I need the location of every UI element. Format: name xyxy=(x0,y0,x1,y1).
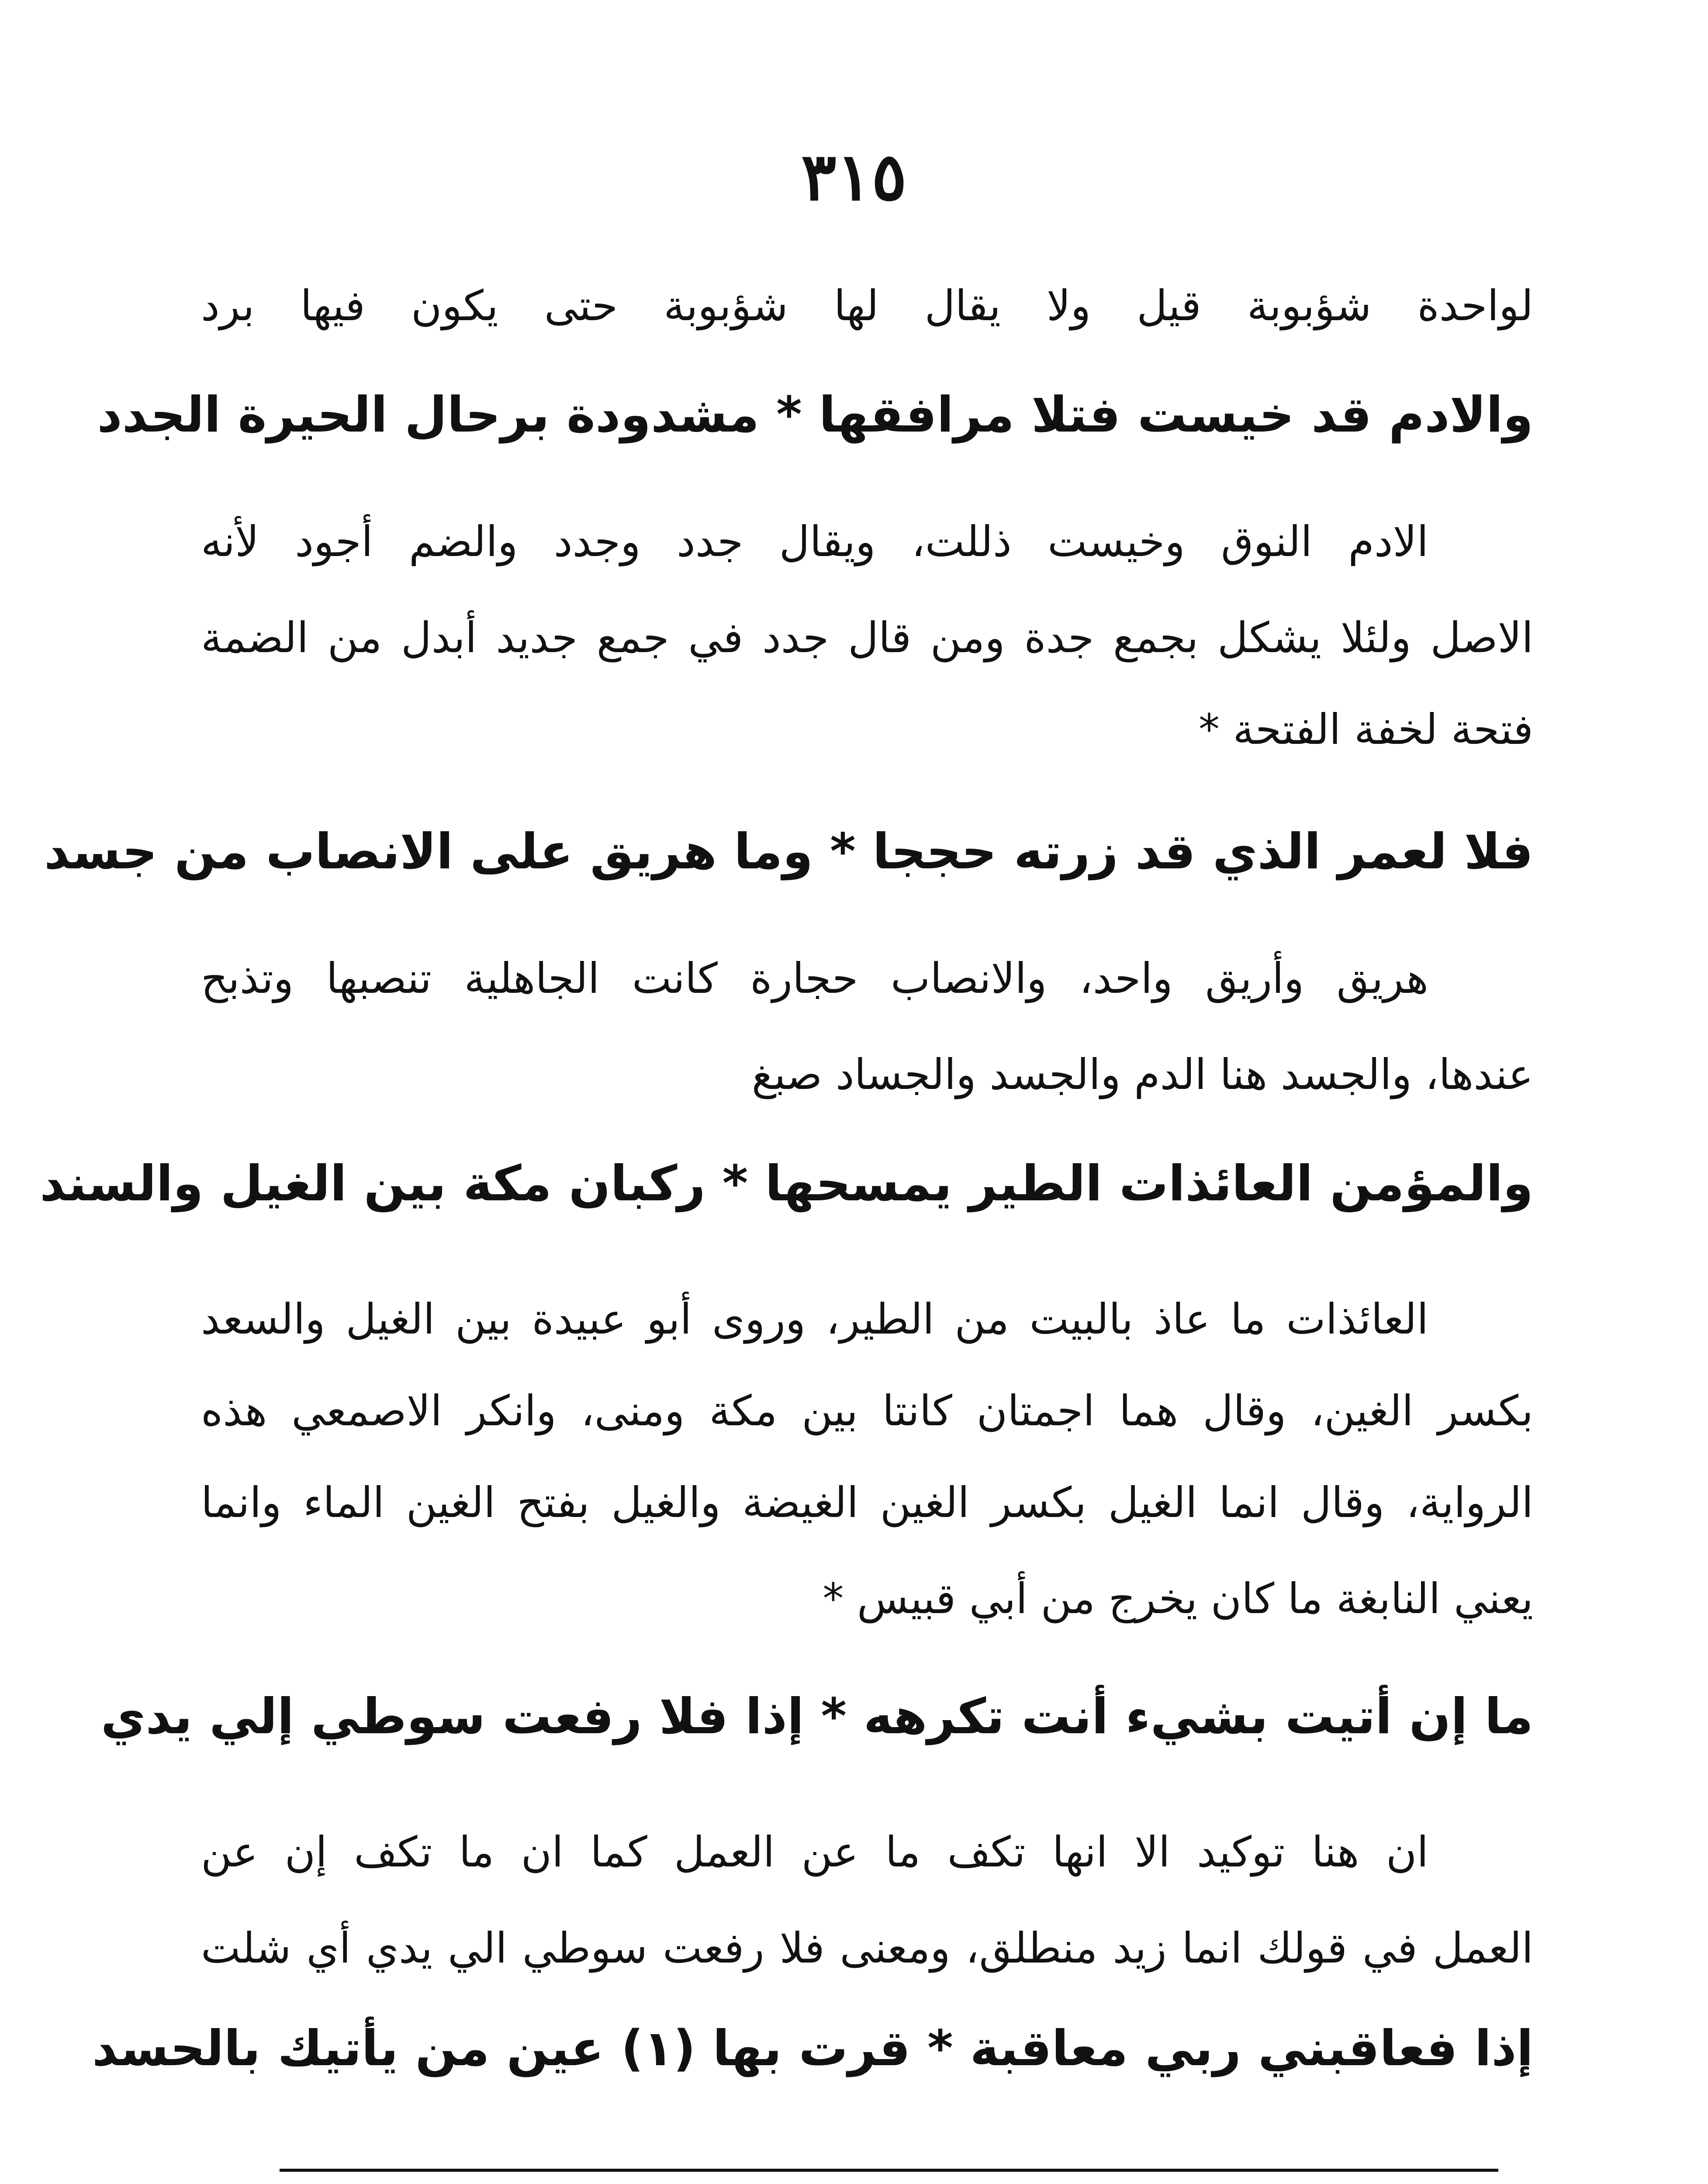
text-line: العمل في قولك انما زيد منطلق، ومعنى فلا رفعت سوطي الي يدي أي شلت xyxy=(201,1924,1533,1973)
text-line: يعني النابغة ما كان يخرج من أبي قبيس * xyxy=(823,1574,1533,1623)
text-line: هريق وأريق واحد، والانصاب حجارة كانت الجاهلية تنصبها وتذبح xyxy=(201,954,1428,1003)
text-line: العائذات ما عاذ بالبيت من الطير، وروى أبو عبيدة بين الغيل والسعد xyxy=(201,1295,1428,1344)
verse-line: فلا لعمر الذي قد زرته حججا * وما هريق على الانصاب من جسد xyxy=(44,823,1533,880)
text-line: ان هنا توكيد الا انها تكف ما عن العمل كما ان ما تكف إن عن xyxy=(201,1828,1428,1876)
text-line: فتحة لخفة الفتحة * xyxy=(1199,705,1533,754)
text-line: عندها، والجسد هنا الدم والجسد والجساد صبغ xyxy=(751,1050,1533,1099)
text-line: الادم النوق وخيست ذللت، ويقال جدد وجدد والضم أجود لأنه xyxy=(201,517,1428,566)
text-line: لواحدة شؤبوبة قيل ولا يقال لها شؤبوبة حتى يكون فيها برد xyxy=(201,281,1533,330)
footnote-separator xyxy=(280,2169,1498,2172)
verse-line: والمؤمن العائذات الطير يمسحها * ركبان مكة بين الغيل والسند xyxy=(40,1155,1533,1212)
text-line: بكسر الغين، وقال هما اجمتان كانتا بين مكة ومنى، وانكر الاصمعي هذه xyxy=(201,1386,1533,1435)
verse-line: والادم قد خيست فتلا مرافقها * مشدودة برحال الحيرة الجدد xyxy=(97,387,1533,443)
verse-line: ما إن أتيت بشيء أنت تكرهه * إذا فلا رفعت سوطي إلي يدي xyxy=(100,1688,1533,1745)
verse-line: إذا فعاقبني ربي معاقبة * قرت بها (١) عين من يأتيك بالحسد xyxy=(92,2020,1533,2077)
text-line: الرواية، وقال انما الغيل بكسر الغين الغيضة والغيل بفتح الغين الماء وانما xyxy=(201,1478,1533,1527)
text-line: الاصل ولئلا يشكل بجمع جدة ومن قال جدد في جمع جديد أبدل من الضمة xyxy=(201,613,1533,662)
page-number: ٣١٥ xyxy=(801,138,907,215)
